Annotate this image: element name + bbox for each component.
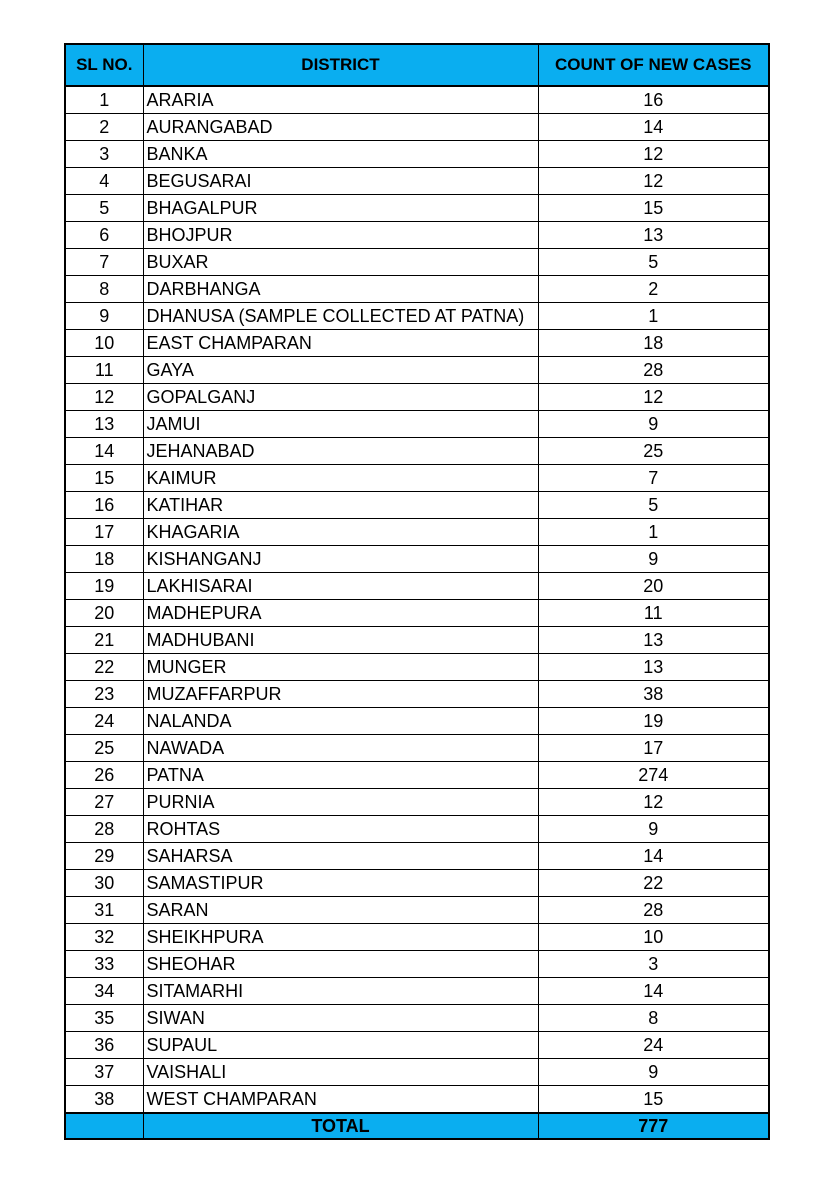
sl-no-cell: 32 (65, 924, 143, 951)
district-cell: SUPAUL (143, 1032, 538, 1059)
column-header-count: COUNT OF NEW CASES (538, 44, 769, 86)
header-row (65, 44, 769, 86)
district-cell: MADHEPURA (143, 600, 538, 627)
total-sl-cell (65, 1113, 143, 1139)
count-cell: 10 (538, 924, 769, 951)
count-cell: 12 (538, 789, 769, 816)
count-cell: 9 (538, 546, 769, 573)
sl-no-cell: 27 (65, 789, 143, 816)
count-cell: 5 (538, 249, 769, 276)
sl-no-cell: 33 (65, 951, 143, 978)
count-cell: 13 (538, 222, 769, 249)
count-cell: 17 (538, 735, 769, 762)
district-cell: JAMUI (143, 411, 538, 438)
count-cell: 5 (538, 492, 769, 519)
table-row (65, 1086, 769, 1114)
district-cell: KATIHAR (143, 492, 538, 519)
table-row (65, 222, 769, 249)
count-cell: 12 (538, 168, 769, 195)
district-cases-table (64, 43, 770, 1140)
district-cell: SARAN (143, 897, 538, 924)
count-cell: 9 (538, 1059, 769, 1086)
table-row (65, 627, 769, 654)
sl-no-cell: 35 (65, 1005, 143, 1032)
count-cell: 274 (538, 762, 769, 789)
count-cell: 12 (538, 141, 769, 168)
table-row (65, 735, 769, 762)
table-row (65, 654, 769, 681)
count-cell: 19 (538, 708, 769, 735)
sl-no-cell: 17 (65, 519, 143, 546)
district-cell: KISHANGANJ (143, 546, 538, 573)
sl-no-cell: 22 (65, 654, 143, 681)
sl-no-cell: 25 (65, 735, 143, 762)
count-cell: 28 (538, 357, 769, 384)
district-cell: PATNA (143, 762, 538, 789)
table-row (65, 303, 769, 330)
sl-no-cell: 26 (65, 762, 143, 789)
sl-no-cell: 7 (65, 249, 143, 276)
count-cell: 9 (538, 816, 769, 843)
table-row (65, 897, 769, 924)
count-cell: 2 (538, 276, 769, 303)
count-cell: 13 (538, 654, 769, 681)
district-cell: SHEIKHPURA (143, 924, 538, 951)
sl-no-cell: 13 (65, 411, 143, 438)
district-cell: NALANDA (143, 708, 538, 735)
table-row (65, 762, 769, 789)
sl-no-cell: 28 (65, 816, 143, 843)
count-cell: 1 (538, 519, 769, 546)
sl-no-cell: 18 (65, 546, 143, 573)
table-row (65, 411, 769, 438)
table-row (65, 546, 769, 573)
count-cell: 15 (538, 1086, 769, 1114)
sl-no-cell: 38 (65, 1086, 143, 1114)
sl-no-cell: 21 (65, 627, 143, 654)
sl-no-cell: 1 (65, 86, 143, 114)
table-row (65, 114, 769, 141)
table-row (65, 357, 769, 384)
district-cell: DARBHANGA (143, 276, 538, 303)
district-cell: MUNGER (143, 654, 538, 681)
count-cell: 11 (538, 600, 769, 627)
table-row (65, 141, 769, 168)
total-label: TOTAL (143, 1113, 538, 1139)
district-cell: VAISHALI (143, 1059, 538, 1086)
sl-no-cell: 34 (65, 978, 143, 1005)
district-cell: ROHTAS (143, 816, 538, 843)
district-cell: KAIMUR (143, 465, 538, 492)
district-cell: BUXAR (143, 249, 538, 276)
district-cell: BHOJPUR (143, 222, 538, 249)
count-cell: 14 (538, 114, 769, 141)
district-cell: PURNIA (143, 789, 538, 816)
sl-no-cell: 19 (65, 573, 143, 600)
table-row (65, 681, 769, 708)
table-row (65, 249, 769, 276)
sl-no-cell: 31 (65, 897, 143, 924)
district-cell: SHEOHAR (143, 951, 538, 978)
table-row (65, 816, 769, 843)
district-cell: BANKA (143, 141, 538, 168)
table-row (65, 86, 769, 114)
table-row (65, 276, 769, 303)
district-cell: MUZAFFARPUR (143, 681, 538, 708)
table-row (65, 1005, 769, 1032)
district-cell: SITAMARHI (143, 978, 538, 1005)
sl-no-cell: 24 (65, 708, 143, 735)
district-cell: SAHARSA (143, 843, 538, 870)
count-cell: 14 (538, 978, 769, 1005)
count-cell: 24 (538, 1032, 769, 1059)
table-row (65, 951, 769, 978)
sl-no-cell: 20 (65, 600, 143, 627)
sl-no-cell: 4 (65, 168, 143, 195)
column-header-district: DISTRICT (143, 44, 538, 86)
table-row (65, 438, 769, 465)
district-cell: SAMASTIPUR (143, 870, 538, 897)
district-cell: AURANGABAD (143, 114, 538, 141)
district-cell: SIWAN (143, 1005, 538, 1032)
district-cell: BHAGALPUR (143, 195, 538, 222)
total-count: 777 (538, 1113, 769, 1139)
table-row (65, 843, 769, 870)
count-cell: 1 (538, 303, 769, 330)
count-cell: 3 (538, 951, 769, 978)
district-cell: EAST CHAMPARAN (143, 330, 538, 357)
table-row (65, 1032, 769, 1059)
district-cell: NAWADA (143, 735, 538, 762)
table-row (65, 978, 769, 1005)
count-cell: 9 (538, 411, 769, 438)
count-cell: 28 (538, 897, 769, 924)
count-cell: 7 (538, 465, 769, 492)
table-row (65, 465, 769, 492)
count-cell: 15 (538, 195, 769, 222)
district-cell: DHANUSA (SAMPLE COLLECTED AT PATNA) (143, 303, 538, 330)
table-row (65, 330, 769, 357)
district-cell: BEGUSARAI (143, 168, 538, 195)
count-cell: 13 (538, 627, 769, 654)
district-cell: GAYA (143, 357, 538, 384)
table-row (65, 870, 769, 897)
count-cell: 20 (538, 573, 769, 600)
table-row (65, 924, 769, 951)
district-cell: MADHUBANI (143, 627, 538, 654)
table-row (65, 1059, 769, 1086)
table-row (65, 573, 769, 600)
sl-no-cell: 14 (65, 438, 143, 465)
district-cell: ARARIA (143, 86, 538, 114)
sl-no-cell: 37 (65, 1059, 143, 1086)
sl-no-cell: 12 (65, 384, 143, 411)
table-row (65, 492, 769, 519)
district-cell: GOPALGANJ (143, 384, 538, 411)
sl-no-cell: 11 (65, 357, 143, 384)
sl-no-cell: 5 (65, 195, 143, 222)
count-cell: 22 (538, 870, 769, 897)
table-row (65, 600, 769, 627)
count-cell: 14 (538, 843, 769, 870)
sl-no-cell: 2 (65, 114, 143, 141)
table-row (65, 384, 769, 411)
district-cell: WEST CHAMPARAN (143, 1086, 538, 1114)
table-body (65, 86, 769, 1113)
count-cell: 18 (538, 330, 769, 357)
count-cell: 8 (538, 1005, 769, 1032)
count-cell: 38 (538, 681, 769, 708)
count-cell: 25 (538, 438, 769, 465)
sl-no-cell: 29 (65, 843, 143, 870)
table-row (65, 195, 769, 222)
table-row (65, 519, 769, 546)
district-cell: JEHANABAD (143, 438, 538, 465)
sl-no-cell: 9 (65, 303, 143, 330)
count-cell: 12 (538, 384, 769, 411)
column-header-sl-no: SL NO. (65, 44, 143, 86)
district-cell: KHAGARIA (143, 519, 538, 546)
total-row (65, 1113, 769, 1139)
count-cell: 16 (538, 86, 769, 114)
sl-no-cell: 8 (65, 276, 143, 303)
table-row (65, 789, 769, 816)
sl-no-cell: 23 (65, 681, 143, 708)
sl-no-cell: 16 (65, 492, 143, 519)
sl-no-cell: 30 (65, 870, 143, 897)
sl-no-cell: 6 (65, 222, 143, 249)
table-row (65, 168, 769, 195)
sl-no-cell: 10 (65, 330, 143, 357)
district-cell: LAKHISARAI (143, 573, 538, 600)
sl-no-cell: 15 (65, 465, 143, 492)
sl-no-cell: 3 (65, 141, 143, 168)
table-row (65, 708, 769, 735)
sl-no-cell: 36 (65, 1032, 143, 1059)
